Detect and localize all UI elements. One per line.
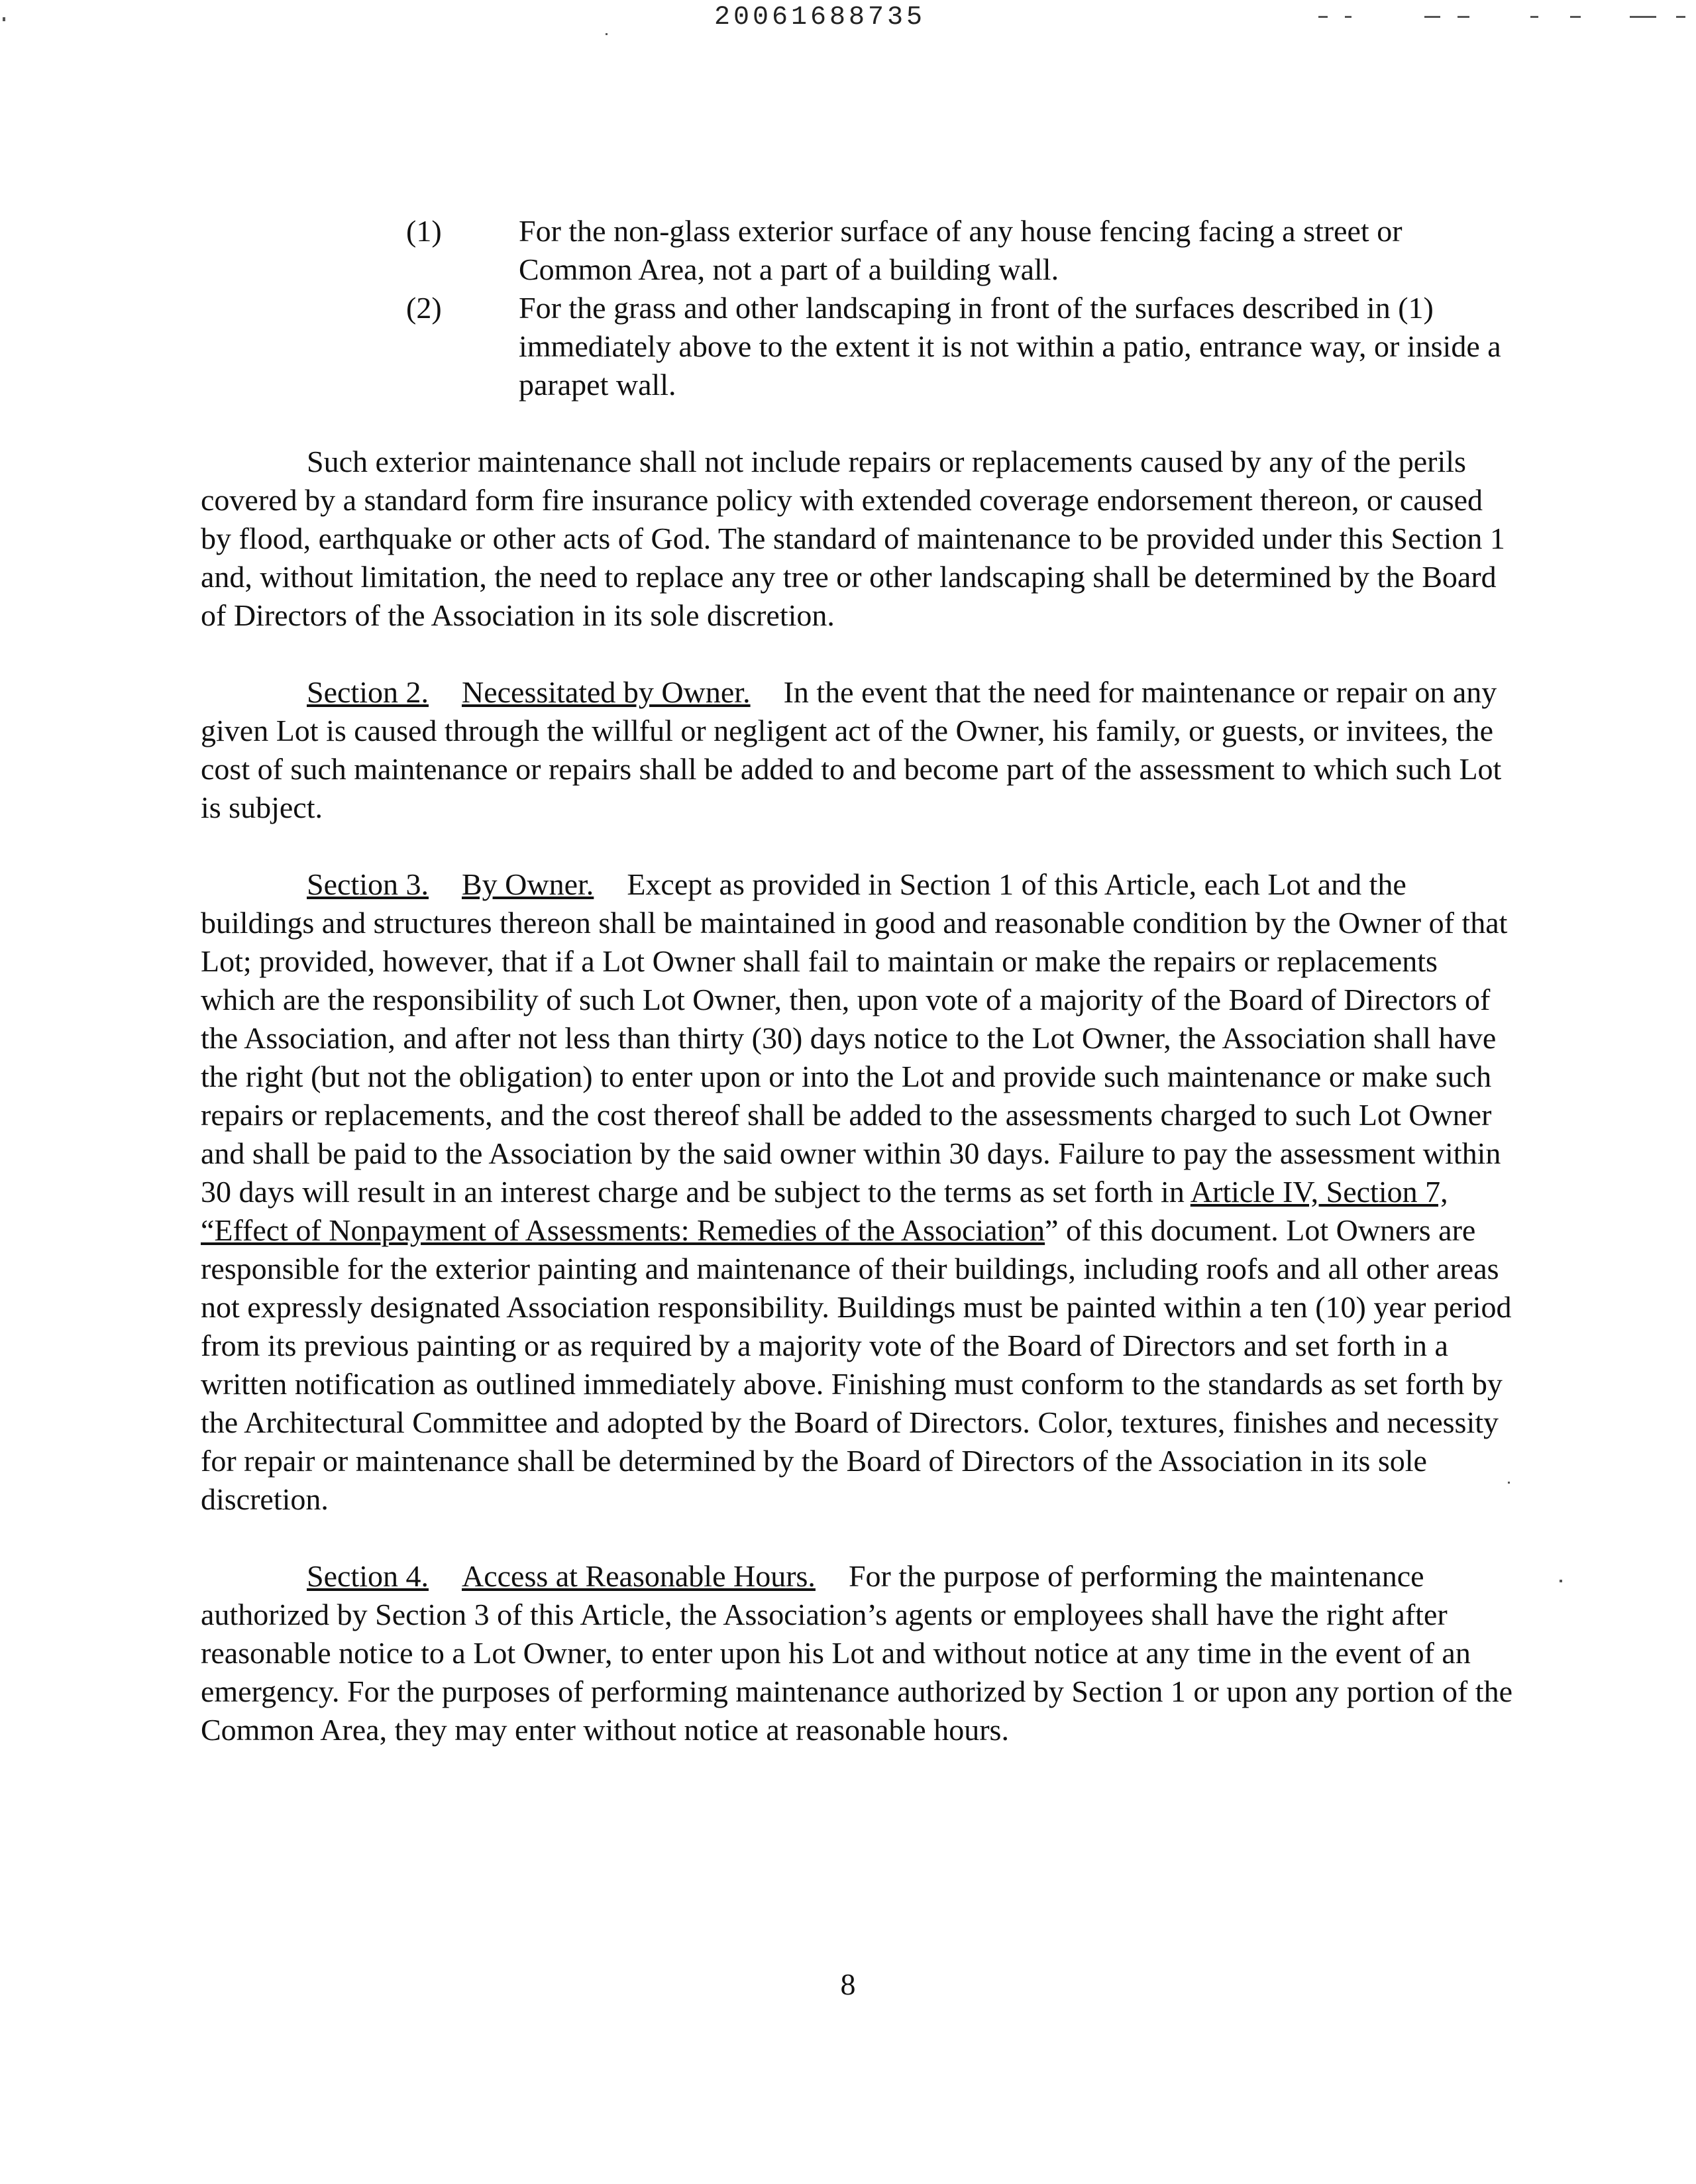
list-item-text: For the non-glass exterior surface of any house fencing facing a street or Common Area, not a part of a building wall. — [519, 214, 1403, 286]
section-3-text-continued: ” of this document. Lot Owners are responsible for the exterior painting and maintenance of their buildings, including roofs and all other areas not expressly designated Association responsibility. Buildings must be painted within a ten (10) year period from its previous painting or as required by a majority vote of the Board of Directors and set forth in a written notification as outlined immediately above. Finishing must conform to the standards as set forth by the Architectural Committee and adopted by the Board of Directors. Color, textures, finishes and necessity for repair or maintenance shall be determined by the Board of Directors of the Association in its sole discretion. — [201, 1213, 1512, 1516]
section-2-paragraph — [201, 673, 1519, 827]
list-item — [406, 212, 1519, 289]
scan-speck — [1560, 1580, 1562, 1582]
scan-speck — [1570, 16, 1581, 18]
list-item-number: (2) — [406, 291, 442, 325]
section-3-text: Except as provided in Section 1 of this Article, each Lot and the buildings and structures thereon shall be maintained in good and reasonable condition by the Owner of that Lot; provided, however, that if a Lot Owner shall fail to maintain or make the repairs or replacements which are the responsibility of such Lot Owner, then, upon vote of a majority of the Board of Directors of the Association, and after not less than thirty (30) days notice to the Lot Owner, the Association shall have the right (but not the obligation) to enter upon or into the Lot and provide such maintenance or make such repairs or replacements, and the cost thereof shall be added to the assessments charged to such Lot Owner and shall be paid to the Association by the said owner within 30 days. Failure to pay the assessment within 30 days will result in an interest charge and be subject to the terms as set forth in — [201, 867, 1508, 1209]
section-4-text: For the purpose of performing the maintenance authorized by Section 3 of this Article, the Association’s agents or employees shall have the right after reasonable notice to a Lot Owner, to enter upon his Lot and without notice at any time in the event of an emergency. For the purposes of performing maintenance authorized by Section 1 or upon any portion of the Common Area, they may enter without notice at reasonable hours. — [201, 1559, 1512, 1747]
section-3-paragraph — [201, 865, 1519, 1519]
article-reference: Article IV, Section 7, “Effect of Nonpayment of Assessments: Remedies of the Association — [201, 1175, 1448, 1247]
scan-speck — [3, 17, 5, 21]
section-4-paragraph — [201, 1557, 1519, 1749]
section-2-title: Necessitated by Owner. — [461, 675, 751, 709]
scan-speck — [606, 33, 608, 35]
section-3-title: By Owner. — [461, 867, 594, 901]
section-2-text: In the event that the need for maintenance or repair on any given Lot is caused through the willful or negligent act of the Owner, his family, or guests, or invitees, the cost of such maintenance or repairs shall be added to and become part of the assessment to which such Lot is subject. — [201, 675, 1502, 824]
scan-speck — [1424, 16, 1440, 18]
list-item-number: (1) — [406, 214, 442, 248]
maintenance-list — [406, 212, 1519, 404]
scan-speck — [1676, 16, 1685, 18]
scan-speck — [1345, 16, 1352, 18]
list-item — [406, 289, 1519, 404]
scan-speck — [1458, 16, 1469, 18]
scan-speck — [1318, 16, 1328, 18]
section-4-title: Access at Reasonable Hours. — [461, 1559, 816, 1593]
section-3-label: Section 3. — [307, 867, 429, 901]
section-4-label: Section 4. — [307, 1559, 429, 1593]
document-number: 20061688735 — [714, 3, 926, 32]
exclusions-paragraph: Such exterior maintenance shall not include repairs or replacements caused by any of the perils covered by a standard form fire insurance policy with extended coverage endorsement thereon, or caused by flood, earthquake or other acts of God. The standard of maintenance to be provided under this Section 1 and, without limitation, the need to replace any tree or other landscaping shall be determined by the Board of Directors of the Association in its sole discretion. — [201, 445, 1505, 632]
document-body — [201, 212, 1519, 1749]
page-number: 8 — [840, 1967, 856, 2001]
scan-speck — [1530, 16, 1538, 18]
scan-speck — [1630, 16, 1656, 18]
section-2-label: Section 2. — [307, 675, 429, 709]
list-item-text: For the grass and other landscaping in front of the surfaces described in (1) immediately above to the extent it is not within a patio, entrance way, or inside a parapet wall. — [519, 291, 1501, 402]
